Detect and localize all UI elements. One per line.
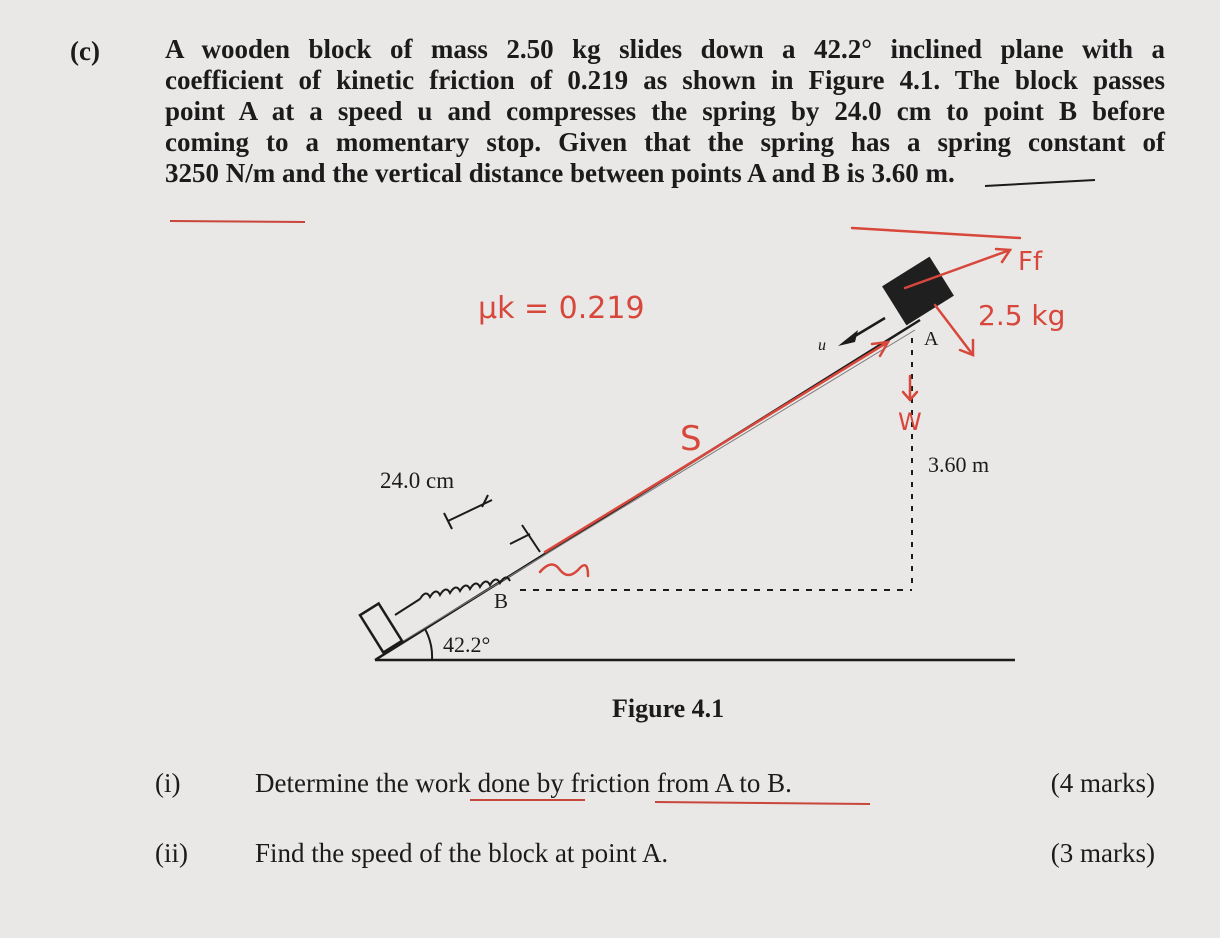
spring-wall — [360, 604, 402, 653]
underline-mark — [170, 221, 305, 222]
paragraph-line: 3250 N/m and the vertical distance between points A and B is 3.60 m. — [165, 158, 955, 188]
vertical-distance-label: 3.60 m — [928, 452, 990, 477]
distance-annotation: S — [680, 419, 702, 459]
paragraph-line: point A at a speed u and compresses the spring by 24.0 cm to point B before — [165, 96, 1165, 126]
paragraph-line: coefficient of kinetic friction of 0.219 as shown in Figure 4.1. The block passes — [165, 65, 1165, 95]
subquestion-text: Find the speed of the block at point A. — [255, 838, 669, 868]
underline-mark — [655, 802, 870, 804]
friction-annotation: Ff — [1018, 247, 1043, 277]
subquestion-marks: (4 marks) — [1050, 768, 1155, 798]
weight-annotation: W — [898, 408, 922, 436]
angle-arc — [425, 629, 432, 660]
point-b-label: B — [494, 589, 509, 613]
speed-label: u — [818, 337, 826, 354]
subquestion-marks: (3 marks) — [1050, 838, 1155, 868]
incline-surface-inner — [385, 330, 915, 652]
point-a-label: A — [924, 328, 939, 350]
underline-mark — [985, 180, 1095, 186]
paragraph-line: coming to a momentary stop. Given that the spring has a spring constant of — [165, 127, 1165, 157]
subquestion-number: (ii) — [155, 838, 188, 868]
mass-annotation: 2.5 kg — [978, 299, 1066, 332]
compression-arrow — [444, 495, 492, 529]
mu-k-annotation: μk = 0.219 — [478, 291, 645, 326]
subquestion-number: (i) — [155, 768, 181, 798]
part-label: (c) — [70, 36, 100, 66]
speed-arrow — [838, 318, 885, 346]
angle-label: 42.2° — [443, 632, 491, 657]
handwritten-annotations — [540, 228, 1020, 576]
subquestion-text: Determine the work done by friction from A to B. — [255, 768, 792, 798]
paragraph-line: A wooden block of mass 2.50 kg slides down a 42.2° inclined plane with a — [165, 34, 1165, 64]
figure-caption: Figure 4.1 — [612, 694, 725, 723]
compression-label: 24.0 cm — [380, 468, 455, 493]
